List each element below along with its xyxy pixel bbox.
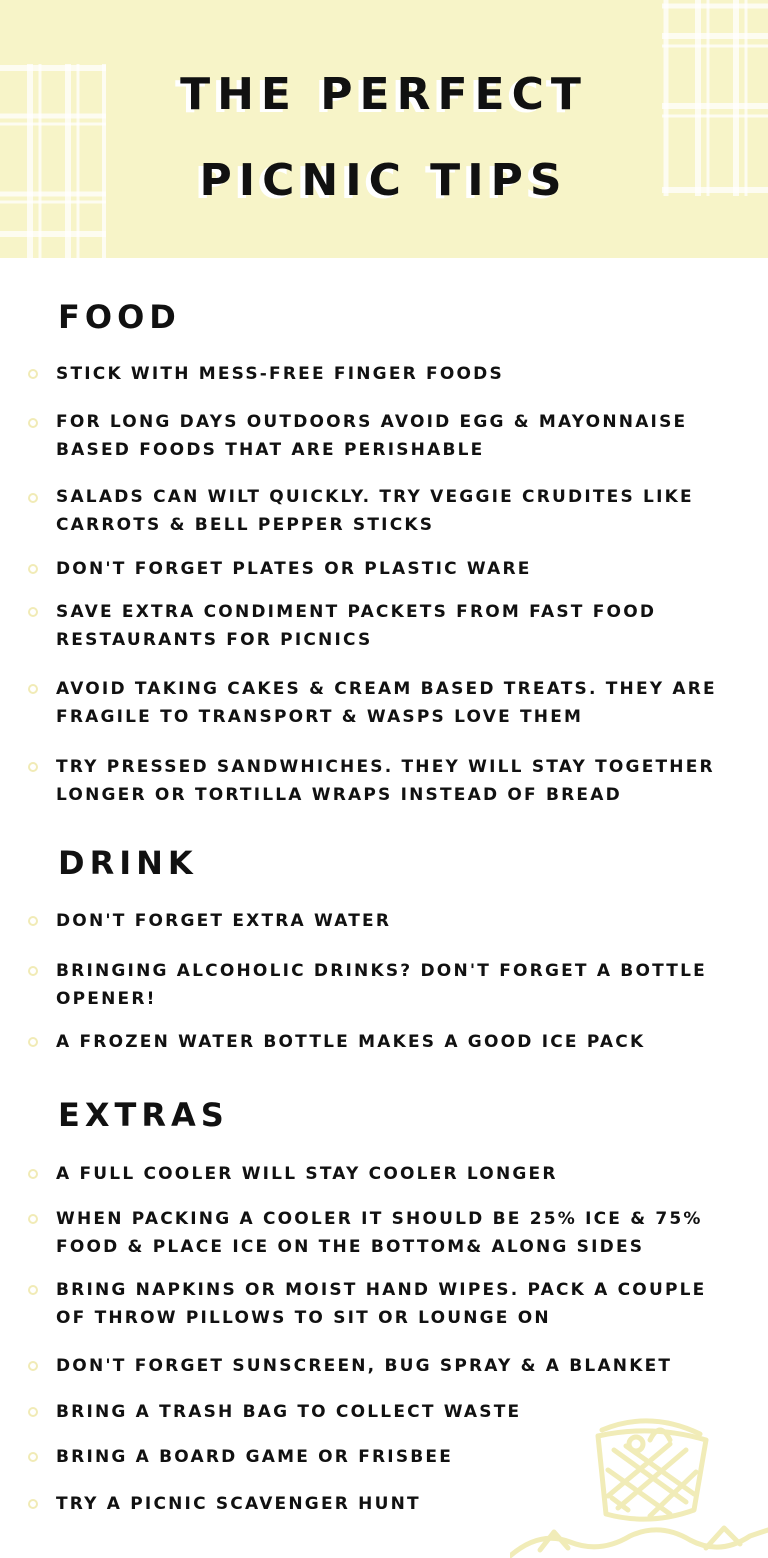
bullet-icon: [28, 1169, 38, 1179]
list-item-text: TRY PRESSED SANDWHICHES. THEY WILL STAY TOGETHER LONGER OR TORTILLA WRAPS INSTEAD OF BREAD: [56, 757, 715, 805]
bullet-icon: [28, 1361, 38, 1371]
list-item-text: BRING A BOARD GAME OR FRISBEE: [56, 1447, 454, 1467]
section-title-extras: EXTRAS: [58, 1096, 229, 1134]
list-item-text: BRING A TRASH BAG TO COLLECT WASTE: [56, 1402, 522, 1422]
bullet-icon: [28, 1407, 38, 1417]
list-item-text: DON'T FORGET EXTRA WATER: [56, 911, 392, 931]
section-title-food: FOOD: [58, 298, 181, 336]
bullet-icon: [28, 1452, 38, 1462]
list-item-text: AVOID TAKING CAKES & CREAM BASED TREATS. THEY ARE FRAGILE TO TRANSPORT & WASPS LOVE THEM: [56, 679, 717, 727]
picnic-basket-icon: [510, 1410, 768, 1558]
bullet-icon: [28, 684, 38, 694]
list-item-text: WHEN PACKING A COOLER IT SHOULD BE 25% ICE & 75% FOOD & PLACE ICE ON THE BOTTOM& ALONG SIDES: [56, 1209, 703, 1257]
bullet-icon: [28, 493, 38, 503]
list-item-text: A FROZEN WATER BOTTLE MAKES A GOOD ICE PACK: [56, 1032, 646, 1052]
bullet-icon: [28, 1037, 38, 1047]
page-title: [0, 52, 768, 224]
list-item-text: SAVE EXTRA CONDIMENT PACKETS FROM FAST FOOD RESTAURANTS FOR PICNICS: [56, 602, 657, 650]
bullet-icon: [28, 369, 38, 379]
header-banner: [0, 0, 768, 258]
list-item-text: STICK WITH MESS-FREE FINGER FOODS: [56, 364, 504, 384]
list-item-text: DON'T FORGET PLATES OR PLASTIC WARE: [56, 559, 532, 579]
list-item-text: SALADS CAN WILT QUICKLY. TRY VEGGIE CRUDITES LIKE CARROTS & BELL PEPPER STICKS: [56, 487, 694, 535]
list-item-text: BRINGING ALCOHOLIC DRINKS? DON'T FORGET A BOTTLE OPENER!: [56, 961, 707, 1009]
bullet-icon: [28, 418, 38, 428]
bullet-icon: [28, 1285, 38, 1295]
list-item-text: A FULL COOLER WILL STAY COOLER LONGER: [56, 1164, 558, 1184]
bullet-icon: [28, 564, 38, 574]
bullet-icon: [28, 966, 38, 976]
page-title-line-2: PICNIC TIPS: [199, 155, 569, 206]
list-item-text: BRING NAPKINS OR MOIST HAND WIPES. PACK A COUPLE OF THROW PILLOWS TO SIT OR LOUNGE ON: [56, 1280, 707, 1328]
section-title-drink: DRINK: [58, 844, 198, 882]
list-item-text: DON'T FORGET SUNSCREEN, BUG SPRAY & A BLANKET: [56, 1356, 673, 1376]
page-title-line-1: THE PERFECT: [180, 69, 588, 120]
bullet-icon: [28, 1214, 38, 1224]
bullet-icon: [28, 1499, 38, 1509]
list-item-text: FOR LONG DAYS OUTDOORS AVOID EGG & MAYONNAISE BASED FOODS THAT ARE PERISHABLE: [56, 412, 688, 460]
bullet-icon: [28, 916, 38, 926]
bullet-icon: [28, 607, 38, 617]
list-item-text: TRY A PICNIC SCAVENGER HUNT: [56, 1494, 421, 1514]
bullet-icon: [28, 762, 38, 772]
